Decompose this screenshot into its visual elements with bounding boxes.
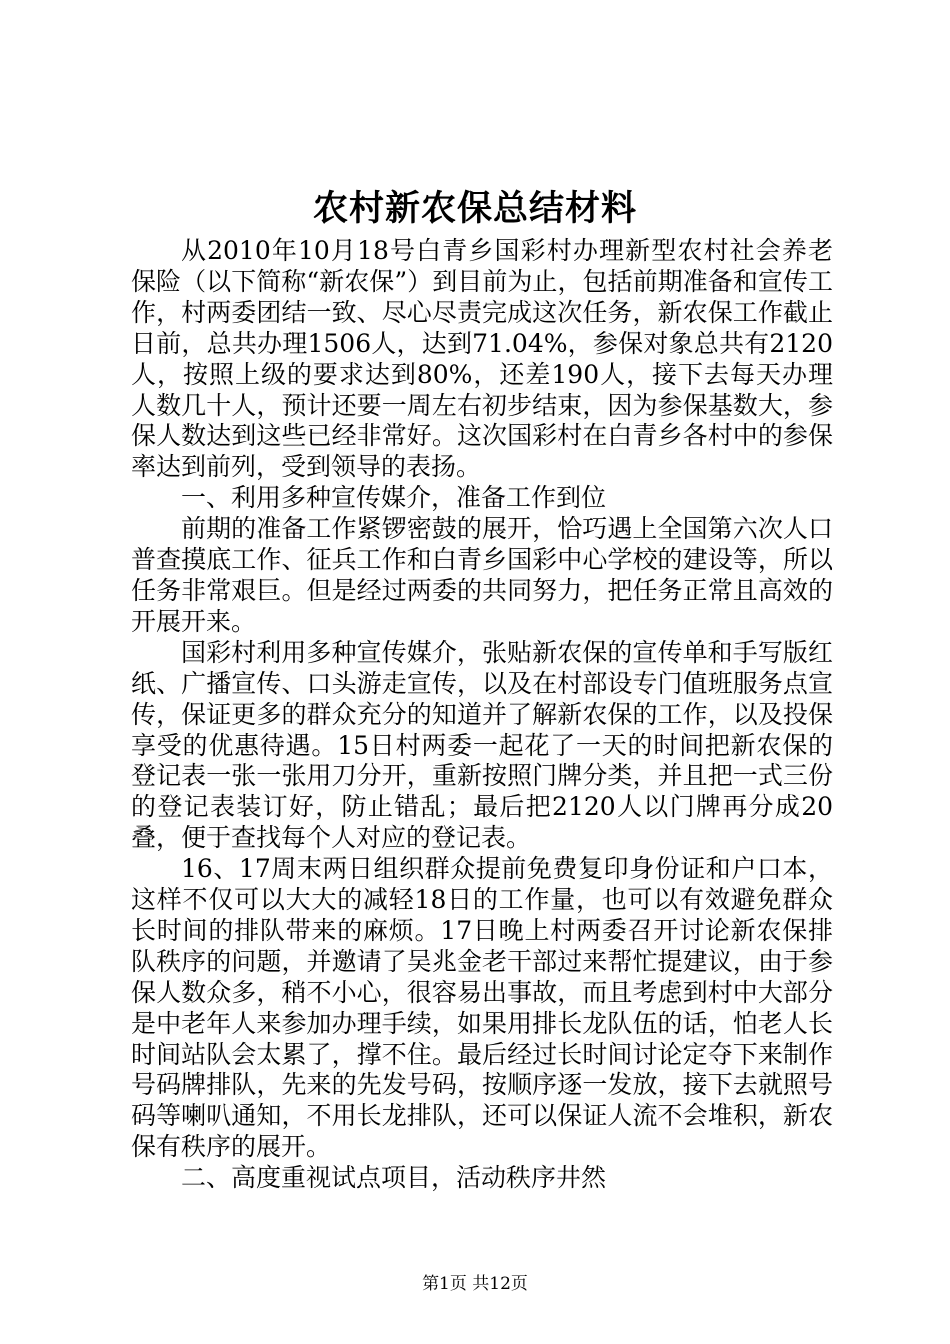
document-body (131, 236, 833, 1194)
document-title: 农村新农保总结材料 (312, 188, 637, 229)
paragraph-preparation: 前期的准备工作紧锣密鼓的展开，恰巧遇上全国第六次人口普查摸底工作、征兵工作和白青乡国彩中心学校的建设等，所以任务非常艰巨。但是经过两委的共同努力，把任务正常且高效的开展开来。 (131, 514, 833, 636)
paragraph-publicity: 国彩村利用多种宣传媒介，张贴新农保的宣传单和手写版红纸、广播宣传、口头游走宣传，以及在村部设专门值班服务点宣传，保证更多的群众充分的知道并了解新农保的工作，以及投保享受的优惠待遇。15日村两委一起花了一天的时间把新农保的登记表一张一张用刀分开，重新按照门牌分类，并且把一式三份的登记表装订好，防止错乱；最后把2120人以门牌再分成20叠，便于查找每个人对应的登记表。 (131, 637, 833, 853)
paragraph-queue-order: 16、17周末两日组织群众提前免费复印身份证和户口本，这样不仅可以大大的减轻18日的工作量，也可以有效避免群众长时间的排队带来的麻烦。17日晚上村两委召开讨论新农保排队秩序的问题，并邀请了吴兆金老干部过来帮忙提建议，由于参保人数众多，稍不小心，很容易出事故，而且考虑到村中大部分是中老年人来参加办理手续，如果用排长龙队伍的话，怕老人长时间站队会太累了，撑不住。最后经过长时间讨论定夺下来制作号码牌排队，先来的先发号码，按顺序逐一发放，接下去就照号码等喇叭通知，不用长龙排队，还可以保证人流不会堆积，新农保有秩序的展开。 (131, 854, 833, 1162)
page-footer: 第1页 共12页 (422, 1274, 528, 1294)
section-heading-1: 一、利用多种宣传媒介，准备工作到位 (181, 483, 607, 513)
section-heading-2: 二、高度重视试点项目，活动秩序井然 (181, 1163, 607, 1193)
intro-paragraph: 从2010年10月18号白青乡国彩村办理新型农村社会养老保险（以下简称“新农保”）到目前为止，包括前期准备和宣传工作，村两委团结一致、尽心尽责完成这次任务，新农保工作截止日前，总共办理1506人，达到71.04%，参保对象总共有2120人，按照上级的要求达到80%，还差190人，接下去每天办理人数几十人，预计还要一周左右初步结束，因为参保基数大，参保人数达到这些已经非常好。这次国彩村在白青乡各村中的参保率达到前列，受到领导的表扬。 (131, 236, 833, 482)
